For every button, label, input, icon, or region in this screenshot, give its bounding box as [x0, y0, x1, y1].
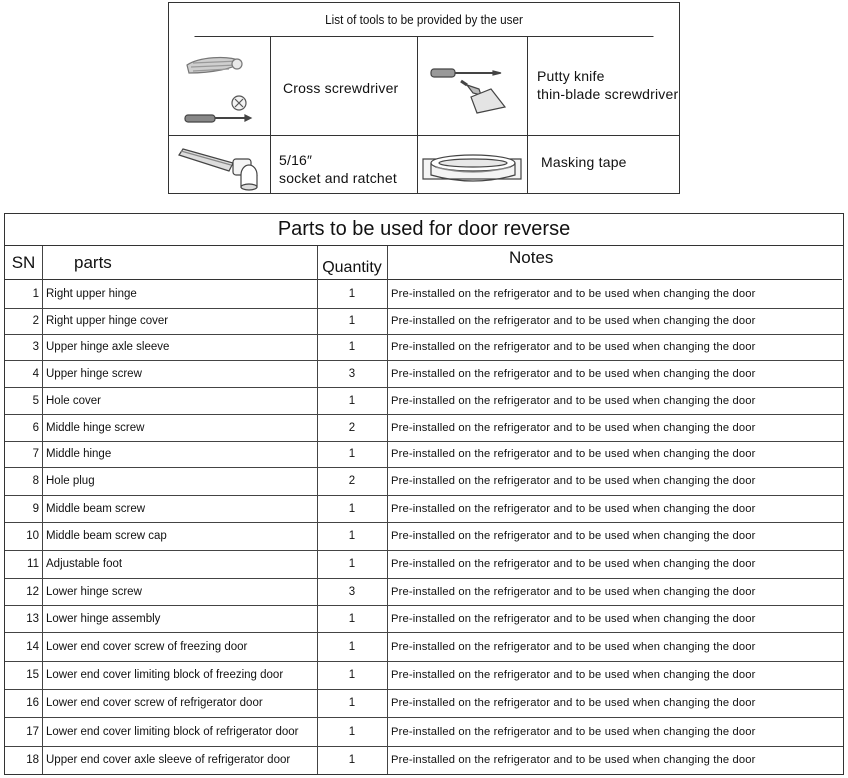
row-quantity: 3: [348, 585, 356, 598]
row-divider: [5, 334, 843, 335]
row-quantity: 1: [348, 530, 356, 542]
row-quantity: 2: [348, 421, 356, 434]
tools-table: [168, 2, 680, 194]
row-note: Pre-installed on the refrigerator and to be used when changing the door: [391, 448, 756, 460]
putty-knife-icon: [427, 49, 519, 120]
table-row: [5, 360, 843, 387]
tool-label-line: 5/16″: [279, 152, 313, 168]
row-quantity: 1: [348, 448, 356, 460]
row-divider: [5, 441, 843, 442]
row-note: Pre-installed on the refrigerator and to be used when changing the door: [391, 697, 756, 709]
table-row: [5, 467, 843, 495]
table-row: [5, 632, 843, 661]
row-sn: 17: [26, 725, 39, 738]
row-note: Pre-installed on the refrigerator and to be used when changing the door: [391, 585, 756, 598]
row-note: Pre-installed on the refrigerator and to be used when changing the door: [391, 502, 756, 515]
row-part-name: Upper end cover axle sleeve of refrigerator door: [46, 754, 291, 766]
parts-table-title: Parts to be used for door reverse: [5, 214, 843, 246]
row-part-name: Right upper hinge: [46, 288, 137, 300]
row-quantity: 1: [348, 640, 356, 653]
row-sn: 1: [32, 288, 39, 300]
row-part-name: Middle hinge screw: [46, 421, 145, 434]
row-divider: [5, 550, 843, 551]
row-sn: 12: [26, 585, 39, 598]
row-quantity: 1: [348, 394, 356, 407]
cross-screwdriver-icon: [179, 47, 263, 136]
row-sn: 11: [27, 558, 39, 570]
row-part-name: Hole plug: [46, 475, 95, 487]
table-row: [5, 605, 843, 632]
row-sn: 4: [32, 367, 39, 380]
row-note: Pre-installed on the refrigerator and to be used when changing the door: [391, 754, 756, 766]
row-divider: [5, 689, 843, 690]
row-part-name: Lower end cover limiting block of refrigerator door: [46, 725, 299, 738]
tool-label-line: Masking tape: [541, 154, 627, 170]
table-row: [5, 334, 843, 360]
row-part-name: Adjustable foot: [46, 558, 123, 570]
row-part-name: Lower hinge assembly: [46, 612, 161, 625]
row-part-name: Middle beam screw cap: [46, 530, 167, 542]
row-quantity: 1: [348, 341, 356, 353]
tools-divider: [417, 37, 418, 193]
table-row: [5, 522, 843, 550]
tool-label-putty-knife: [537, 67, 678, 103]
tool-label-line: thin-blade screwdriver: [537, 86, 679, 102]
row-divider: [5, 717, 843, 718]
table-row: [5, 495, 843, 522]
row-divider: [5, 495, 843, 496]
row-divider: [5, 467, 843, 468]
parts-table: [4, 213, 844, 775]
tool-label-cross-screwdriver: [283, 79, 398, 97]
tools-divider: [270, 37, 271, 193]
row-sn: 6: [32, 421, 39, 434]
row-sn: 14: [26, 640, 39, 653]
row-note: Pre-installed on the refrigerator and to be used when changing the door: [391, 530, 756, 542]
header-sn: SN: [5, 246, 42, 280]
row-part-name: Hole cover: [46, 394, 101, 407]
row-part-name: Upper hinge screw: [46, 367, 142, 380]
header-parts: parts: [42, 246, 317, 280]
row-divider: [5, 746, 843, 747]
tools-divider: [527, 37, 528, 193]
row-divider: [5, 387, 843, 388]
row-part-name: Middle hinge: [46, 448, 112, 460]
tool-label-line: Putty knife: [537, 68, 605, 84]
row-divider: [5, 605, 843, 606]
table-row: [5, 746, 843, 774]
row-note: Pre-installed on the refrigerator and to be used when changing the door: [391, 725, 756, 738]
tool-label-socket-ratchet: [279, 151, 397, 187]
tool-label-line: socket and ratchet: [279, 170, 397, 186]
table-row: [5, 578, 843, 605]
row-note: Pre-installed on the refrigerator and to be used when changing the door: [391, 558, 756, 570]
row-quantity: 1: [348, 612, 356, 625]
row-sn: 15: [26, 669, 39, 681]
row-note: Pre-installed on the refrigerator and to be used when changing the door: [391, 421, 756, 434]
row-divider: [5, 308, 843, 309]
table-row: [5, 717, 843, 746]
row-quantity: 2: [348, 475, 356, 487]
row-part-name: Lower end cover screw of refrigerator door: [46, 697, 263, 709]
table-row: [5, 550, 843, 578]
table-row: [5, 308, 843, 334]
row-note: Pre-installed on the refrigerator and to be used when changing the door: [391, 669, 756, 681]
row-sn: 10: [26, 530, 39, 542]
row-quantity: 1: [348, 315, 356, 327]
row-quantity: 1: [348, 754, 356, 766]
table-row: [5, 387, 843, 414]
row-note: Pre-installed on the refrigerator and to be used when changing the door: [391, 394, 756, 407]
row-quantity: 1: [348, 288, 356, 300]
table-row: [5, 280, 843, 308]
row-sn: 8: [32, 475, 39, 487]
row-divider: [5, 360, 843, 361]
row-sn: 18: [26, 754, 39, 766]
table-row: [5, 689, 843, 717]
row-sn: 16: [26, 697, 39, 709]
tools-table-title: List of tools to be provided by the user: [195, 3, 654, 37]
header-quantity: Quantity: [317, 246, 387, 280]
row-note: Pre-installed on the refrigerator and to be used when changing the door: [391, 612, 756, 625]
table-row: [5, 414, 843, 441]
table-row: [5, 441, 843, 467]
row-sn: 13: [26, 612, 39, 625]
row-part-name: Lower hinge screw: [46, 585, 142, 598]
row-note: Pre-installed on the refrigerator and to be used when changing the door: [391, 367, 756, 380]
row-note: Pre-installed on the refrigerator and to be used when changing the door: [391, 288, 756, 300]
row-part-name: Middle beam screw: [46, 502, 146, 515]
row-divider: [5, 661, 843, 662]
row-note: Pre-installed on the refrigerator and to be used when changing the door: [391, 640, 756, 653]
row-sn: 5: [32, 394, 39, 407]
masking-tape-icon: [421, 145, 523, 194]
row-sn: 2: [32, 315, 39, 327]
socket-ratchet-icon: [175, 141, 269, 196]
row-part-name: Lower end cover screw of freezing door: [46, 640, 248, 653]
row-divider: [5, 522, 843, 523]
row-quantity: 1: [348, 725, 356, 738]
row-divider: [5, 632, 843, 633]
table-row: [5, 661, 843, 689]
row-part-name: Upper hinge axle sleeve: [46, 341, 170, 353]
row-sn: 7: [32, 448, 39, 460]
row-quantity: 3: [348, 367, 356, 380]
tool-label-masking-tape: [541, 153, 627, 171]
header-notes: Notes: [387, 246, 842, 280]
row-divider: [5, 578, 843, 579]
row-quantity: 1: [348, 669, 356, 681]
row-quantity: 1: [348, 502, 356, 515]
row-sn: 3: [32, 341, 39, 353]
row-part-name: Lower end cover limiting block of freezing door: [46, 669, 284, 681]
row-quantity: 1: [348, 558, 356, 570]
row-part-name: Right upper hinge cover: [46, 315, 169, 327]
row-note: Pre-installed on the refrigerator and to be used when changing the door: [391, 475, 756, 487]
row-divider: [5, 414, 843, 415]
row-note: Pre-installed on the refrigerator and to be used when changing the door: [391, 315, 756, 327]
tool-label-line: Cross screwdriver: [283, 80, 399, 96]
row-quantity: 1: [348, 697, 356, 709]
row-sn: 9: [32, 502, 39, 515]
row-note: Pre-installed on the refrigerator and to be used when changing the door: [391, 341, 756, 353]
